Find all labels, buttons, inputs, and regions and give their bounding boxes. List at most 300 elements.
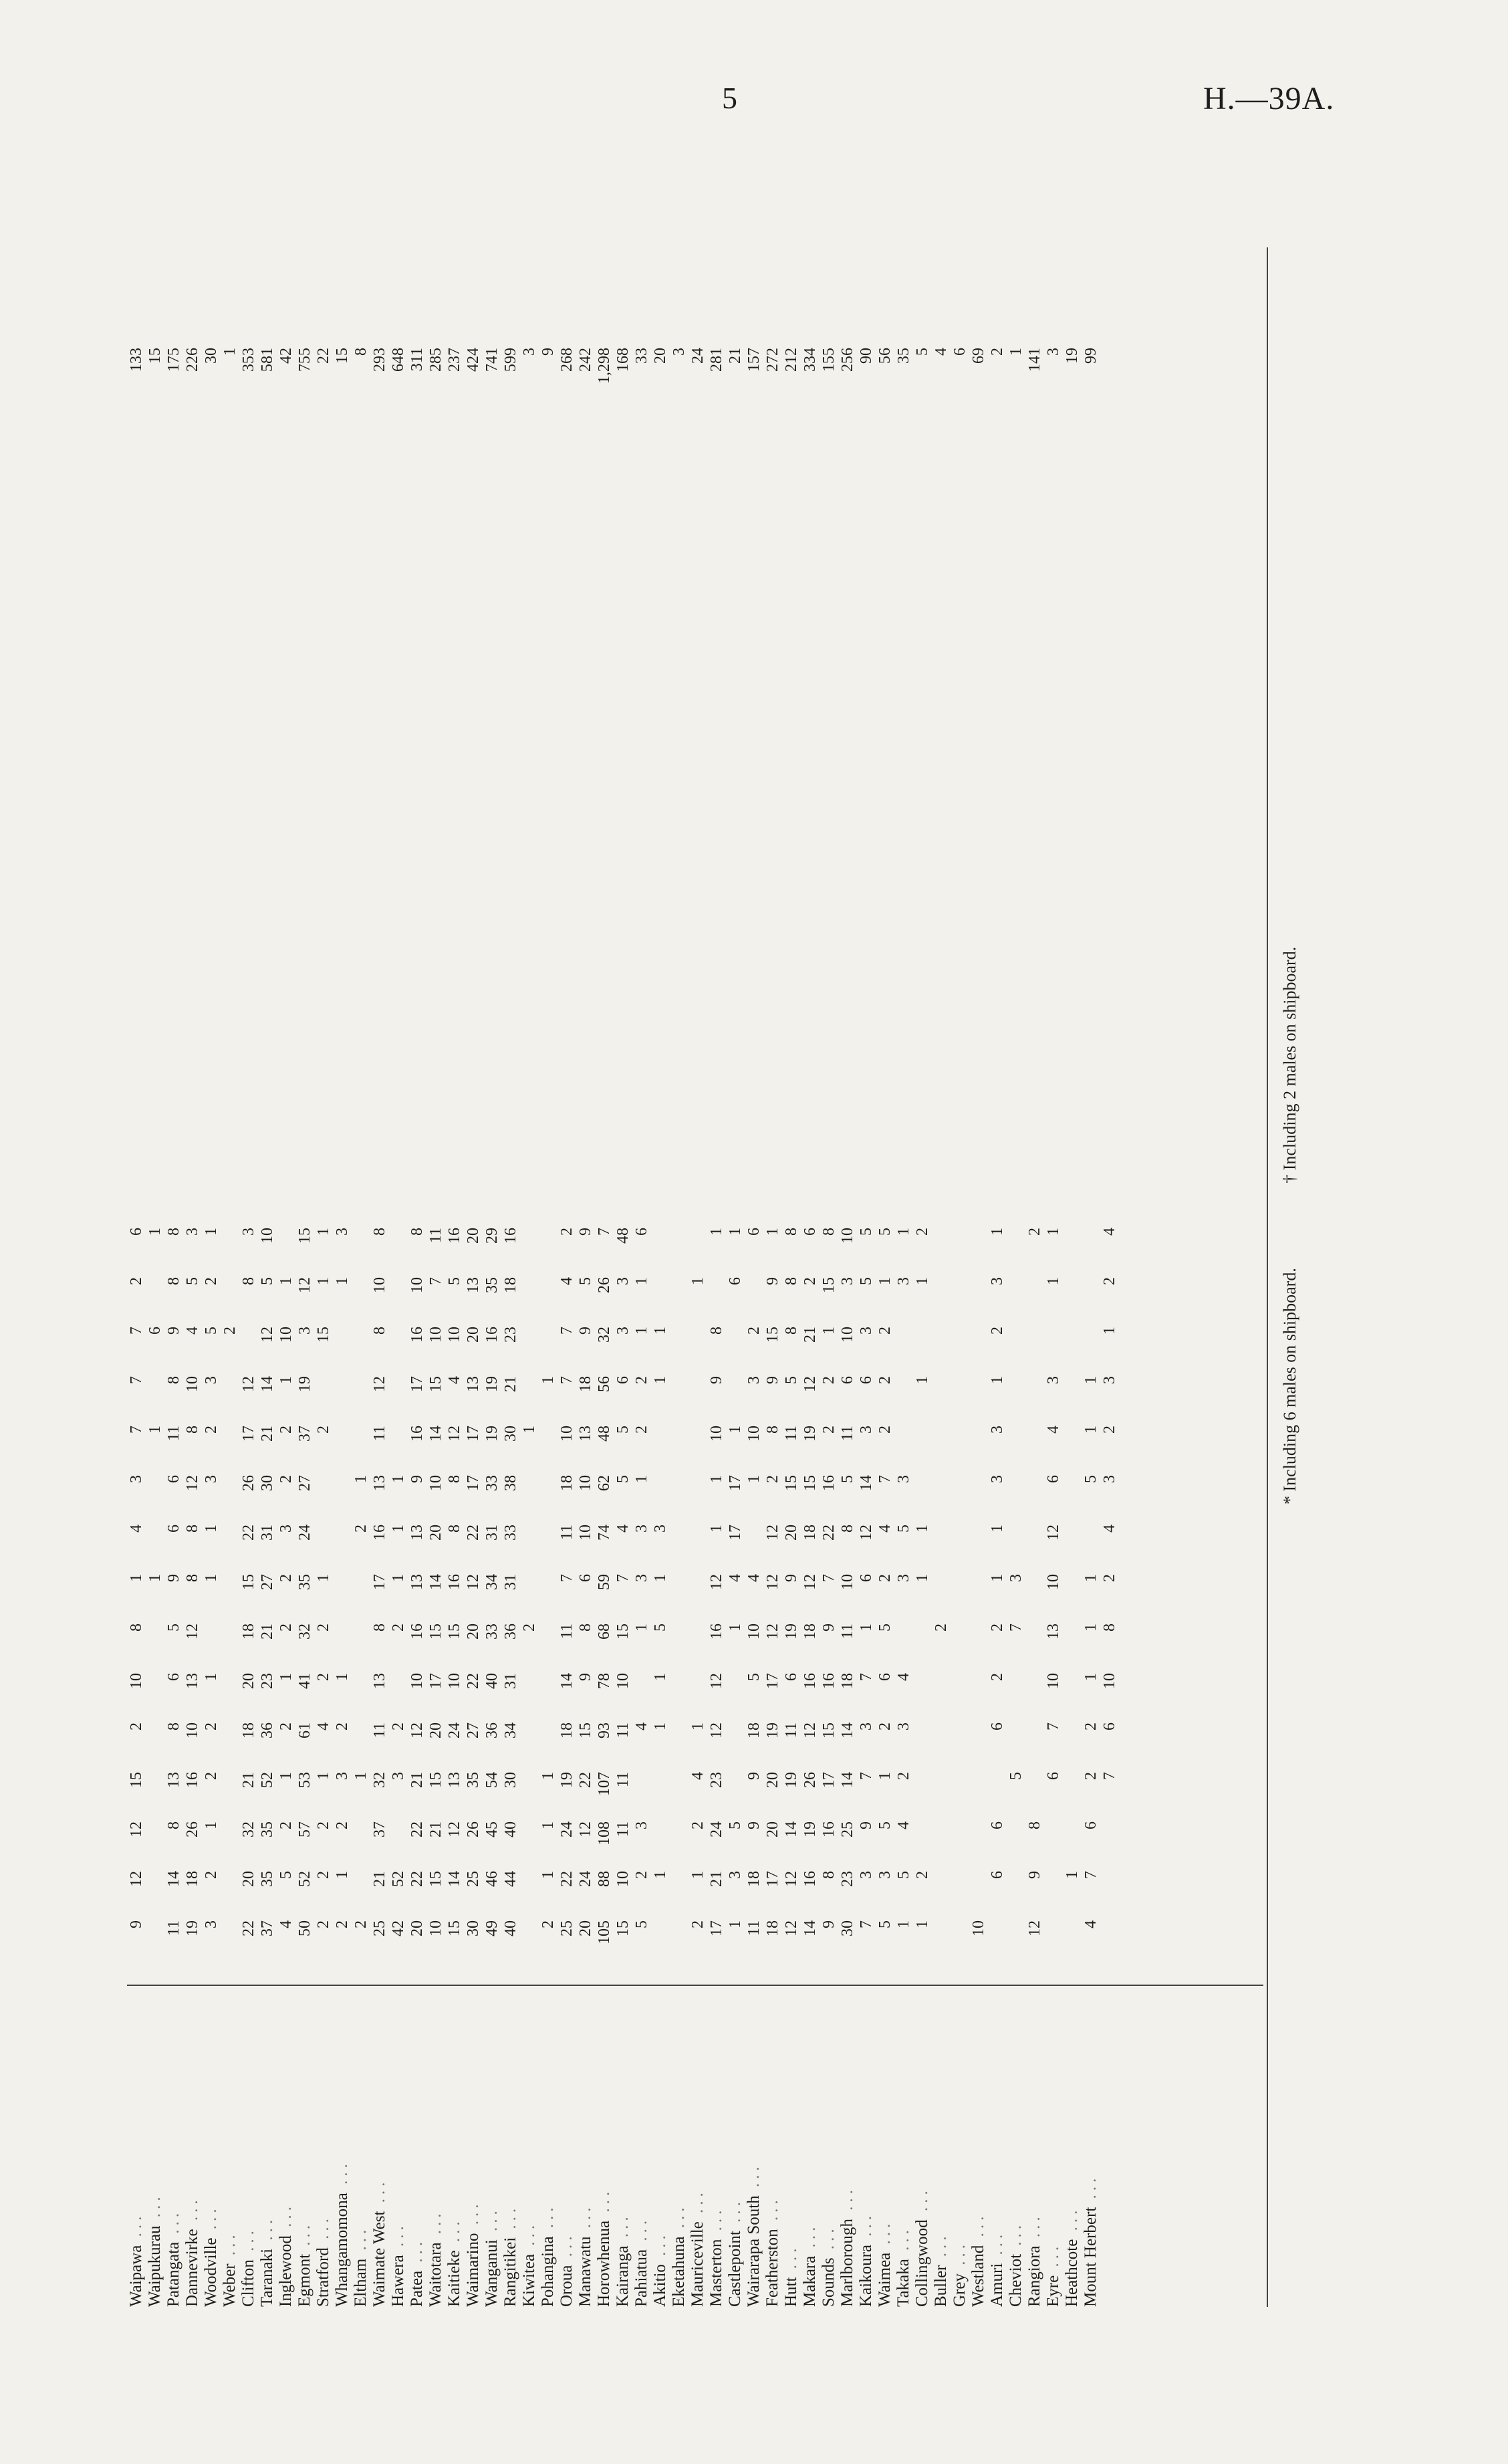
table-cell: 2	[801, 1277, 819, 1285]
table-cell: 3	[858, 1327, 875, 1335]
table-cell: 3	[895, 1475, 912, 1483]
table-cell	[239, 1327, 258, 1365]
data-column	[127, 1327, 1119, 1365]
table-cell	[951, 1673, 969, 1712]
table-cell: 35	[465, 1772, 482, 1788]
table-cell: 2	[633, 1376, 650, 1384]
table-cell: 21	[427, 1821, 445, 1837]
table-cell: 4	[128, 1525, 145, 1533]
table-cell	[951, 1277, 969, 1316]
leader-dots: ...	[464, 2200, 482, 2233]
table-cell	[1063, 1623, 1082, 1662]
table-cell	[1025, 1623, 1044, 1662]
table-cell: 2	[334, 1722, 351, 1730]
table-cell: 15	[427, 1623, 445, 1640]
table-cell: 8	[165, 1722, 182, 1730]
table-cell	[539, 1525, 557, 1563]
table-cell: 2	[989, 1623, 1006, 1632]
district-name: Waitotara	[426, 2242, 445, 2307]
leader-dots: ...	[651, 2231, 669, 2265]
table-cell	[1025, 1277, 1044, 1316]
table-cell: 11	[558, 1525, 576, 1541]
leader-dots: ...	[913, 2187, 931, 2220]
table-cell	[1082, 1277, 1100, 1316]
table-cell: 11	[165, 1426, 182, 1442]
table-cell	[932, 1821, 951, 1860]
table-cell	[520, 1920, 539, 1959]
table-cell: 19	[296, 1376, 313, 1392]
table-cell: 5	[259, 1277, 276, 1285]
table-cell: 21	[259, 1623, 276, 1640]
table-cell: 12	[446, 1821, 463, 1837]
table-cell: 17	[465, 1426, 482, 1442]
table-cell: 8	[408, 1228, 426, 1236]
table-cell: 11	[371, 1426, 388, 1442]
table-cell	[389, 1277, 408, 1316]
total-cell: 272	[764, 348, 781, 372]
table-cell	[221, 1623, 239, 1662]
table-cell	[969, 1623, 988, 1662]
table-cell	[520, 1871, 539, 1910]
table-cell: 1	[633, 1327, 650, 1335]
table-cell: 12	[801, 1574, 819, 1590]
table-cell: 1	[203, 1525, 220, 1533]
total-cell: 256	[839, 348, 856, 372]
table-cell	[951, 1871, 969, 1910]
table-cell: 1	[203, 1673, 220, 1681]
table-cell: 14	[839, 1772, 856, 1788]
leader-dots: ...	[221, 2231, 239, 2264]
table-cell: 3	[1101, 1376, 1118, 1384]
table-cell	[913, 1722, 932, 1761]
leader-dots: ...	[164, 2209, 182, 2242]
table-cell: 22	[240, 1920, 257, 1936]
table-cell: 3	[390, 1772, 407, 1780]
table-cell: 2	[1082, 1722, 1100, 1730]
table-cell: 18	[745, 1722, 763, 1739]
table-cell	[969, 1821, 988, 1860]
table-cell: 19	[801, 1426, 819, 1442]
table-cell	[1063, 1426, 1082, 1464]
table-cell: 14	[783, 1821, 800, 1837]
table-cell	[221, 1376, 239, 1415]
table-cell: 2	[390, 1623, 407, 1632]
table-cell	[969, 1525, 988, 1563]
table-cell	[352, 1376, 370, 1415]
table-cell: 1	[708, 1475, 725, 1483]
table-cell: 16	[820, 1821, 838, 1837]
table-cell: 34	[483, 1574, 501, 1590]
leader-dots: ...	[389, 2222, 407, 2255]
data-column	[127, 1525, 1119, 1563]
table-cell: 12	[296, 1277, 313, 1293]
data-column	[127, 1277, 1119, 1316]
table-cell	[969, 1327, 988, 1365]
table-cell	[539, 1673, 557, 1712]
leader-dots: ...	[670, 2203, 688, 2237]
district-name: Masterton	[707, 2239, 725, 2307]
district-name: Woodville	[202, 2237, 220, 2307]
table-cell: 3	[989, 1426, 1006, 1434]
table-cell: 13	[408, 1574, 426, 1590]
table-cell: 10	[614, 1673, 632, 1689]
table-cell: 14	[427, 1574, 445, 1590]
table-cell: 15	[427, 1376, 445, 1392]
table-cell: 61	[296, 1722, 313, 1739]
table-cell: 24	[558, 1821, 576, 1837]
table-cell	[651, 1920, 670, 1959]
table-cell: 1	[146, 1228, 164, 1236]
table-cell	[745, 1277, 763, 1316]
table-cell	[1025, 1673, 1044, 1712]
table-cell: 12	[128, 1821, 145, 1837]
table-cell: 21	[371, 1871, 388, 1887]
table-cell: 23	[259, 1673, 276, 1689]
table-cell	[651, 1475, 670, 1514]
table-cell	[389, 1821, 408, 1860]
table-cell: 68	[596, 1623, 613, 1640]
district-row	[707, 1986, 726, 2307]
table-cell	[932, 1228, 951, 1266]
table-cell: 27	[259, 1574, 276, 1590]
table-cell	[726, 1772, 745, 1811]
table-cell: 11	[614, 1722, 632, 1739]
table-cell: 21	[408, 1772, 426, 1788]
district-name: Sounds	[820, 2257, 838, 2307]
table-cell: 19	[483, 1376, 501, 1392]
table-bottom-rule	[1267, 247, 1268, 2307]
total-cell: 242	[577, 348, 594, 372]
table-cell	[1007, 1426, 1025, 1464]
table-cell: 18	[558, 1475, 576, 1491]
table-cell: 20	[408, 1920, 426, 1936]
table-cell: 22	[465, 1525, 482, 1541]
total-cell: 237	[446, 348, 463, 372]
table-cell: 19	[801, 1821, 819, 1837]
table-cell: 35	[483, 1277, 501, 1293]
data-column	[127, 1871, 1100, 1910]
table-cell: 8	[820, 1871, 838, 1879]
table-cell: 3	[203, 1376, 220, 1384]
table-cell	[670, 1475, 688, 1514]
table-cell: 20	[783, 1525, 800, 1541]
table-cell: 13	[371, 1673, 388, 1689]
table-cell: 21	[240, 1772, 257, 1788]
table-cell: 1	[745, 1475, 763, 1483]
table-cell: 19	[184, 1920, 201, 1936]
district-name: Cheviot	[1007, 2253, 1025, 2307]
table-cell: 2	[1082, 1772, 1100, 1780]
table-cell: 54	[483, 1772, 501, 1788]
table-cell	[146, 1376, 164, 1415]
table-cell: 2	[334, 1920, 351, 1928]
total-cell: 157	[745, 348, 763, 372]
table-cell	[1082, 1525, 1100, 1563]
table-cell: 5	[858, 1277, 875, 1285]
table-cell: 36	[502, 1623, 519, 1640]
table-cell: 9	[708, 1376, 725, 1384]
table-cell: 2	[315, 1426, 332, 1434]
table-cell: 19	[783, 1772, 800, 1788]
table-cell	[221, 1574, 239, 1613]
table-cell	[726, 1327, 745, 1365]
district-name: Pahiatua	[632, 2249, 650, 2307]
table-cell	[726, 1722, 745, 1761]
table-cell	[1063, 1277, 1082, 1316]
table-cell	[670, 1525, 688, 1563]
table-cell	[632, 1772, 651, 1811]
table-cell: 26	[240, 1475, 257, 1491]
table-cell: 22	[465, 1673, 482, 1689]
table-cell: 40	[502, 1920, 519, 1936]
district-row	[595, 1986, 614, 2307]
district-row	[370, 1986, 389, 2307]
table-cell: 44	[502, 1871, 519, 1887]
table-cell: 1	[708, 1525, 725, 1533]
table-cell: 20	[240, 1871, 257, 1887]
table-cell: 6	[146, 1327, 164, 1335]
table-cell: 1	[203, 1574, 220, 1582]
leader-dots: ...	[857, 2211, 875, 2245]
table-cell: 2	[876, 1574, 894, 1582]
table-cell	[277, 1228, 295, 1266]
table-cell: 16	[371, 1525, 388, 1541]
district-row	[670, 1986, 688, 2307]
table-cell: 1	[633, 1475, 650, 1483]
table-cell	[688, 1525, 707, 1563]
table-cell: 12	[408, 1722, 426, 1739]
table-cell: 7	[128, 1327, 145, 1335]
data-column	[127, 1376, 1119, 1415]
table-cell	[146, 1475, 164, 1514]
table-cell: 3	[989, 1277, 1006, 1285]
table-cell: 9	[1026, 1871, 1043, 1879]
table-cell	[1063, 1772, 1082, 1811]
table-cell: 2	[932, 1623, 950, 1632]
table-cell	[221, 1475, 239, 1514]
table-cell: 6	[989, 1871, 1006, 1879]
district-row	[295, 1986, 314, 2307]
table-cell	[352, 1871, 370, 1910]
data-column	[127, 1475, 1119, 1514]
table-cell	[389, 1228, 408, 1266]
table-cell: 5	[614, 1426, 632, 1434]
leader-dots: ...	[239, 2227, 257, 2260]
table-cell	[670, 1673, 688, 1712]
table-cell: 5	[184, 1277, 201, 1285]
table-cell: 5	[895, 1525, 912, 1533]
table-cell: 20	[577, 1920, 594, 1936]
table-cell: 10	[1101, 1673, 1118, 1689]
district-row	[333, 1986, 352, 2307]
table-cell: 15	[128, 1772, 145, 1788]
table-cell: 2	[989, 1327, 1006, 1335]
table-cell: 78	[596, 1673, 613, 1689]
table-cell: 14	[801, 1920, 819, 1936]
total-cell: 281	[708, 348, 725, 372]
table-cell: 7	[558, 1574, 576, 1582]
table-cell	[1044, 1920, 1063, 1959]
table-cell: 4	[558, 1277, 576, 1285]
table-cell	[969, 1277, 988, 1316]
table-cell: 24	[296, 1525, 313, 1541]
table-cell: 1	[727, 1920, 744, 1928]
table-cell: 5	[876, 1821, 894, 1829]
data-column	[127, 1673, 1119, 1712]
leader-dots: ...	[1025, 2213, 1043, 2246]
table-cell: 1	[820, 1327, 838, 1335]
district-row	[1025, 1986, 1044, 2307]
table-cell	[969, 1772, 988, 1811]
table-cell: 18	[764, 1920, 781, 1936]
table-cell	[951, 1821, 969, 1860]
table-cell	[333, 1426, 352, 1464]
table-cell	[932, 1525, 951, 1563]
table-cell	[1025, 1327, 1044, 1365]
table-cell: 11	[371, 1722, 388, 1739]
table-cell: 6	[989, 1722, 1006, 1730]
table-cell: 3	[858, 1722, 875, 1730]
table-cell	[352, 1228, 370, 1266]
table-cell: 10	[259, 1228, 276, 1244]
table-cell: 8	[1026, 1821, 1043, 1829]
leader-dots: ...	[894, 2226, 912, 2259]
table-cell	[932, 1673, 951, 1712]
table-cell	[969, 1228, 988, 1266]
table-cell: 8	[128, 1623, 145, 1632]
table-cell	[1007, 1327, 1025, 1365]
table-cell: 10	[427, 1920, 445, 1936]
district-row	[426, 1986, 445, 2307]
table-cell: 9	[764, 1277, 781, 1285]
table-cell: 12	[783, 1920, 800, 1936]
table-cell	[333, 1327, 352, 1365]
table-cell: 15	[820, 1277, 838, 1293]
leader-dots: ...	[1007, 2221, 1025, 2254]
table-cell: 9	[577, 1327, 594, 1335]
table-cell	[1025, 1426, 1044, 1464]
table-cell: 6	[858, 1376, 875, 1384]
total-cell: 99	[1082, 348, 1100, 364]
table-cell	[651, 1228, 670, 1266]
district-name: Waipawa	[127, 2245, 145, 2307]
leader-dots: ...	[688, 2189, 707, 2222]
table-cell: 2	[352, 1920, 370, 1928]
table-cell: 1	[1101, 1327, 1118, 1335]
table-cell: 4	[277, 1920, 295, 1928]
table-cell: 23	[708, 1772, 725, 1788]
table-cell	[389, 1673, 408, 1712]
table-cell: 18	[240, 1623, 257, 1640]
table-cell: 9	[408, 1475, 426, 1483]
table-cell	[1082, 1228, 1100, 1266]
table-cell: 1	[539, 1871, 557, 1879]
table-cell: 10	[371, 1277, 388, 1293]
table-cell: 2	[128, 1277, 145, 1285]
table-cell: 2	[895, 1772, 912, 1780]
table-cell: 12	[708, 1722, 725, 1739]
table-cell: 6	[165, 1475, 182, 1483]
column-divider	[127, 1985, 1263, 1986]
table-cell: 7	[1007, 1623, 1025, 1632]
total-cell: 599	[502, 348, 519, 372]
table-cell	[632, 1673, 651, 1712]
table-cell	[932, 1574, 951, 1613]
total-cell: 42	[277, 348, 295, 364]
table-cell: 16	[408, 1426, 426, 1442]
table-cell: 2	[277, 1623, 295, 1632]
table-cell: 5	[633, 1920, 650, 1928]
table-cell: 41	[296, 1673, 313, 1689]
table-cell: 15	[315, 1327, 332, 1343]
table-cell	[670, 1327, 688, 1365]
district-name: Buller	[932, 2265, 950, 2307]
leader-dots: ...	[445, 2217, 463, 2251]
table-cell	[688, 1376, 707, 1415]
table-cell: 13	[465, 1277, 482, 1293]
table-cell: 2	[277, 1426, 295, 1434]
total-cell: 24	[689, 348, 707, 364]
table-cell	[951, 1426, 969, 1464]
table-cell: 1	[708, 1228, 725, 1236]
table-cell: 10	[184, 1376, 201, 1392]
table-cell: 13	[1045, 1623, 1062, 1640]
table-cell: 15	[614, 1623, 632, 1640]
leader-dots: ...	[520, 2221, 538, 2254]
district-row	[127, 1986, 146, 2307]
table-cell: 4	[1082, 1920, 1100, 1928]
district-row	[146, 1986, 164, 2307]
table-cell: 8	[184, 1525, 201, 1533]
table-cell: 7	[1082, 1871, 1100, 1879]
table-cell	[520, 1574, 539, 1613]
table-cell: 6	[745, 1228, 763, 1236]
table-cell: 2	[876, 1327, 894, 1335]
table-cell	[688, 1426, 707, 1464]
table-cell	[146, 1673, 164, 1712]
table-cell	[221, 1525, 239, 1563]
table-cell	[520, 1376, 539, 1415]
table-cell	[1063, 1475, 1082, 1514]
total-cell: 141	[1026, 348, 1043, 372]
table-cell	[333, 1525, 352, 1563]
table-cell: 8	[184, 1426, 201, 1434]
table-cell: 7	[1045, 1722, 1062, 1730]
table-cell	[146, 1871, 164, 1910]
table-cell: 1	[914, 1525, 931, 1533]
table-cell: 26	[465, 1821, 482, 1837]
table-cell: 1	[914, 1574, 931, 1582]
table-cell	[951, 1228, 969, 1266]
table-cell: 4	[614, 1525, 632, 1533]
table-cell: 6	[633, 1228, 650, 1236]
table-cell: 16	[446, 1574, 463, 1590]
table-cell: 45	[483, 1821, 501, 1837]
district-name: Hutt	[782, 2277, 800, 2307]
table-cell	[894, 1327, 913, 1365]
district-row	[520, 1986, 539, 2307]
table-cell	[951, 1920, 969, 1959]
table-cell: 5	[876, 1623, 894, 1632]
table-cell: 33	[502, 1525, 519, 1541]
table-cell	[969, 1426, 988, 1464]
district-row	[557, 1986, 576, 2307]
table-cell	[894, 1426, 913, 1464]
table-cell: 12	[783, 1871, 800, 1887]
total-cell: 212	[783, 348, 800, 372]
table-cell	[1007, 1821, 1025, 1860]
table-cell: 20	[465, 1327, 482, 1343]
